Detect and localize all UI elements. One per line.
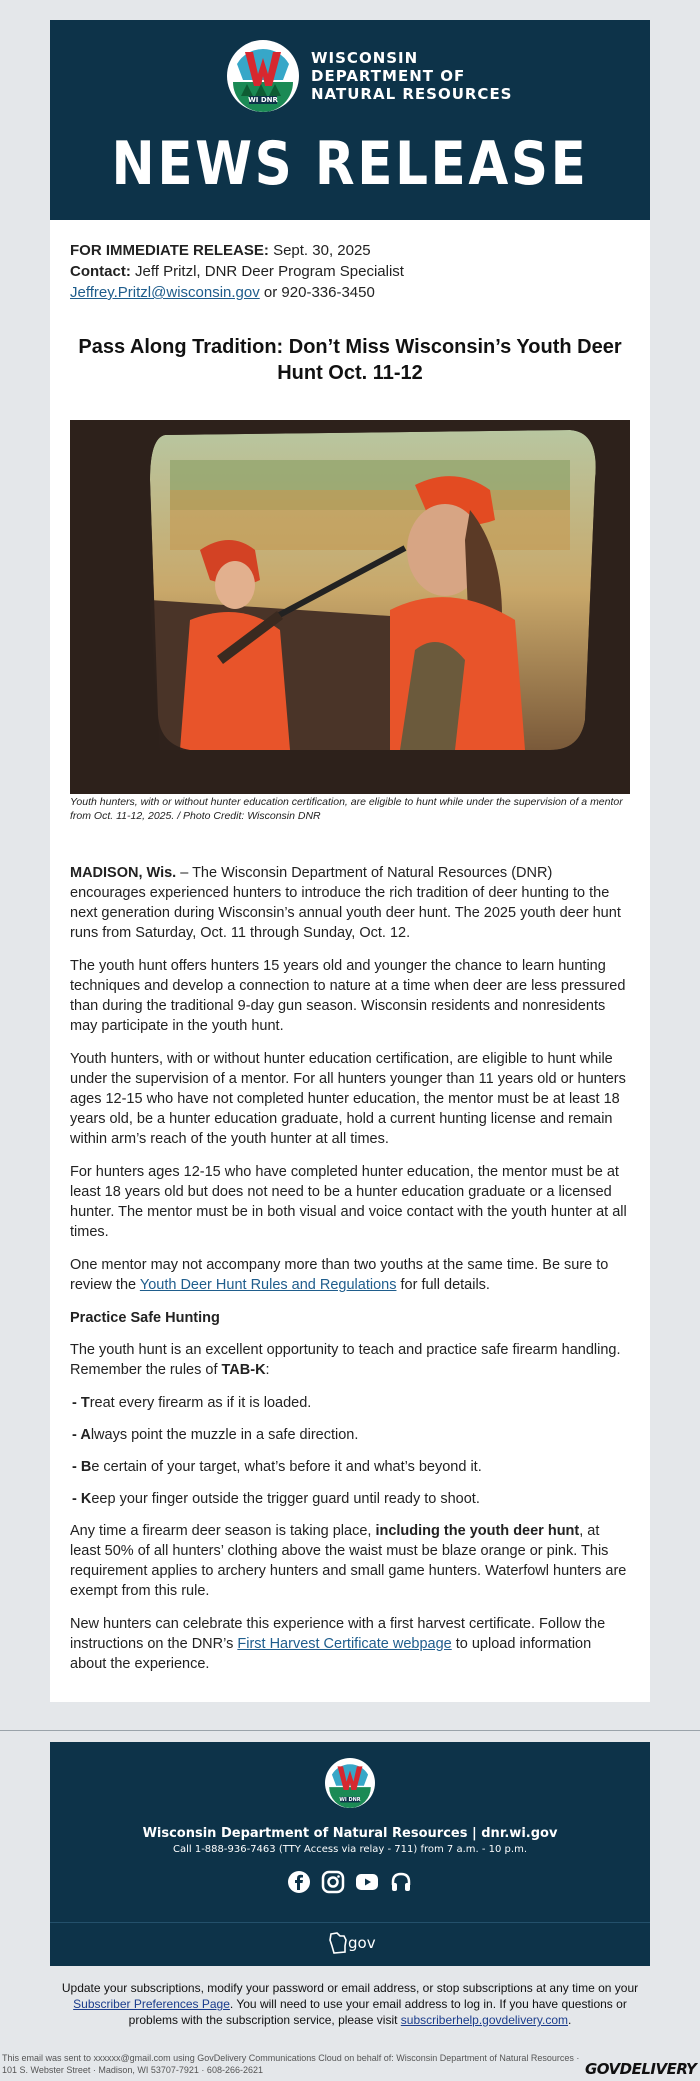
- paragraph-4: For hunters ages 12-15 who have completed hunter education, the mentor must be at least 18 years old but does not need to be a hunter education graduate or a licensed hunter. The mentor must be in both visual and voice contact with the youth hunter at all times.: [70, 1164, 627, 1240]
- subscriber-help-link[interactable]: subscriberhelp.govdelivery.com: [400, 2013, 568, 2027]
- paragraph-5-post: for full details.: [396, 1277, 490, 1293]
- paragraph-6-pre: The youth hunt is an excellent opportunity to teach and practice safe firearm handling. Remember the rules of: [70, 1342, 621, 1378]
- tabk-text: lways point the muzzle in a safe direction.: [90, 1427, 359, 1443]
- footer-separator: [50, 1922, 650, 1923]
- subscribe-mid: . You will need to use your email address to log in. If you have questions or problems with the subscription service, please visit: [128, 1997, 627, 2027]
- podcast-icon[interactable]: [389, 1870, 413, 1894]
- tabk-dash: -: [72, 1395, 81, 1411]
- wisconsin-gov-logo[interactable]: [328, 1932, 376, 1954]
- footer-logo-badge-text: WI DNR: [339, 1797, 361, 1803]
- paragraph-1-text: – The Wisconsin Department of Natural Resources (DNR) encourages experienced hunters to introduce the rich tradition of deer hunting to the next generation during Wisconsin’s annual youth deer hunt. The 2025 youth deer hunt runs from Saturday, Oct. 11 through Sunday, Oct. 12.: [70, 865, 621, 941]
- tabk-letter: B: [80, 1459, 92, 1475]
- tabk-rule-a: [72, 1425, 630, 1445]
- org-line-2: DEPARTMENT OF: [311, 67, 466, 85]
- contact-phone: 920-336-3450: [281, 284, 375, 301]
- footer-org-line[interactable]: Wisconsin Department of Natural Resources | dnr.wi.gov: [142, 1826, 558, 1841]
- tabk-dash: -: [72, 1427, 81, 1443]
- paragraph-8: [70, 1614, 630, 1674]
- news-release-card: [50, 20, 650, 1702]
- paragraph-7-pre: Any time a firearm deer season is taking place,: [70, 1523, 376, 1539]
- paragraph-7: [70, 1521, 630, 1601]
- wisconsin-state-icon: [328, 1932, 348, 1954]
- header-banner: [50, 20, 650, 220]
- paragraph-2: The youth hunt offers hunters 15 years old and younger the chance to learn hunting techniques and develop a connection to nature at a time when deer are less pressured than during the traditional 9-day gun season. Wisconsin residents and nonresidents may participate in the youth hunt.: [70, 958, 626, 1034]
- hunters-photo: [70, 420, 630, 794]
- youtube-icon[interactable]: [355, 1870, 379, 1894]
- or-text: or: [263, 284, 278, 301]
- legal-footer: This email was sent to xxxxxx@gmail.com using GovDelivery Communications Cloud on behalf of: Wisconsin Department of Natural Resources · 101 S. Webster Street · Madison, WI 53707-7921 · 608-266-2621: [2, 2053, 580, 2075]
- subscribe-pre: Update your subscriptions, modify your password or email address, or stop subscriptions at any time on your: [61, 1981, 639, 1995]
- paragraph-6: [70, 1340, 630, 1380]
- paragraph-7-post: , at least 50% of all hunters’ clothing above the waist must be blaze orange or pink. This requirement applies to archery hunters and small game hunters. Waterfowl hunters are exempt from this rule.: [70, 1523, 627, 1599]
- tabk-rule-b: [72, 1457, 630, 1477]
- paragraph-5: [70, 1255, 630, 1295]
- tabk-text: eep your finger outside the trigger guard until ready to shoot.: [91, 1491, 480, 1507]
- facebook-icon[interactable]: [287, 1870, 311, 1894]
- tabk-bold: TAB-K: [221, 1362, 266, 1378]
- footer-banner: [50, 1742, 650, 1966]
- govdelivery-logo[interactable]: [585, 2060, 696, 2078]
- news-release-title: NEWS RELEASE: [111, 129, 589, 199]
- tabk-text: reat every firearm as if it is loaded.: [89, 1395, 312, 1411]
- tabk-dash: -: [72, 1459, 81, 1475]
- paragraph-3: Youth hunters, with or without hunter education certification, are eligible to hunt while under the supervision of a mentor. For all hunters younger than 11 years old or hunters ages 12-15 who have not completed hunter education, the mentor must be at least 18 years old, be a hunter education graduate, hold a current hunting license and remain within arm’s reach of the youth hunter at all times.: [70, 1051, 626, 1147]
- article-body: [70, 863, 630, 1687]
- subscribe-post: .: [567, 2013, 572, 2027]
- footer-call-line: Call 1-888-936-7463 (TTY Access via relay - 711) from 7 a.m. - 10 p.m.: [172, 1844, 527, 1855]
- footer-divider: [0, 1730, 700, 1731]
- logo-badge-text: WI DNR: [248, 96, 278, 104]
- photo-caption: Youth hunters, with or without hunter education certification, are eligible to hunt while under the supervision of a mentor from Oct. 11-12, 2025. / Photo Credit: Wisconsin DNR: [70, 796, 623, 822]
- contact-label: Contact:: [70, 263, 131, 280]
- release-info: [70, 240, 404, 303]
- page-headline: Pass Along Tradition: Don’t Miss Wisconsin’s Youth Deer Hunt Oct. 11-12: [78, 336, 622, 384]
- contact-email-link[interactable]: Jeffrey.Pritzl@wisconsin.gov: [70, 284, 260, 301]
- paragraph-7-bold: including the youth deer hunt: [375, 1523, 580, 1539]
- immediate-label: FOR IMMEDIATE RELEASE:: [70, 242, 269, 259]
- first-harvest-link[interactable]: First Harvest Certificate webpage: [237, 1636, 452, 1652]
- subscriber-preferences-link[interactable]: Subscriber Preferences Page: [73, 1997, 230, 2011]
- paragraph-8-pre: New hunters can celebrate this experience with a first harvest certificate. Follow the instructions on the DNR’s: [70, 1616, 606, 1652]
- subscription-notice: [50, 1980, 650, 2028]
- rules-regulations-link[interactable]: Youth Deer Hunt Rules and Regulations: [139, 1277, 397, 1293]
- dnr-logo-icon: [227, 40, 299, 112]
- tabk-rule-t: [72, 1393, 630, 1413]
- org-line-1: WISCONSIN: [311, 49, 419, 67]
- footer-dnr-logo-icon[interactable]: [325, 1758, 375, 1808]
- tabk-rule-k: [72, 1489, 630, 1509]
- dnr-org-name: [311, 49, 513, 103]
- tabk-letter: T: [80, 1395, 90, 1411]
- tabk-text: e certain of your target, what’s before it and what’s beyond it.: [91, 1459, 482, 1475]
- paragraph-5-pre: One mentor may not accompany more than two youths at the same time. Be sure to review the: [70, 1257, 609, 1293]
- tabk-dash: -: [72, 1491, 81, 1507]
- social-links: [50, 1870, 650, 1894]
- paragraph-8-post: to upload information about the experience.: [70, 1636, 592, 1672]
- paragraph-6-post: :: [265, 1362, 270, 1378]
- org-line-3: NATURAL RESOURCES: [311, 85, 513, 103]
- dateline: MADISON, Wis.: [70, 865, 177, 881]
- gov-label: gov: [348, 1934, 376, 1952]
- dnr-logo-row: [227, 40, 513, 112]
- paragraph-1: [70, 863, 630, 943]
- instagram-icon[interactable]: [321, 1870, 345, 1894]
- tabk-letter: A: [80, 1427, 91, 1443]
- release-date: Sept. 30, 2025: [273, 242, 371, 259]
- tabk-letter: K: [80, 1491, 92, 1507]
- contact-name: Jeff Pritzl, DNR Deer Program Specialist: [135, 263, 404, 280]
- safe-hunting-subhead: Practice Safe Hunting: [70, 1310, 220, 1326]
- govdelivery-text: GOVDELIVERY: [585, 2060, 697, 2078]
